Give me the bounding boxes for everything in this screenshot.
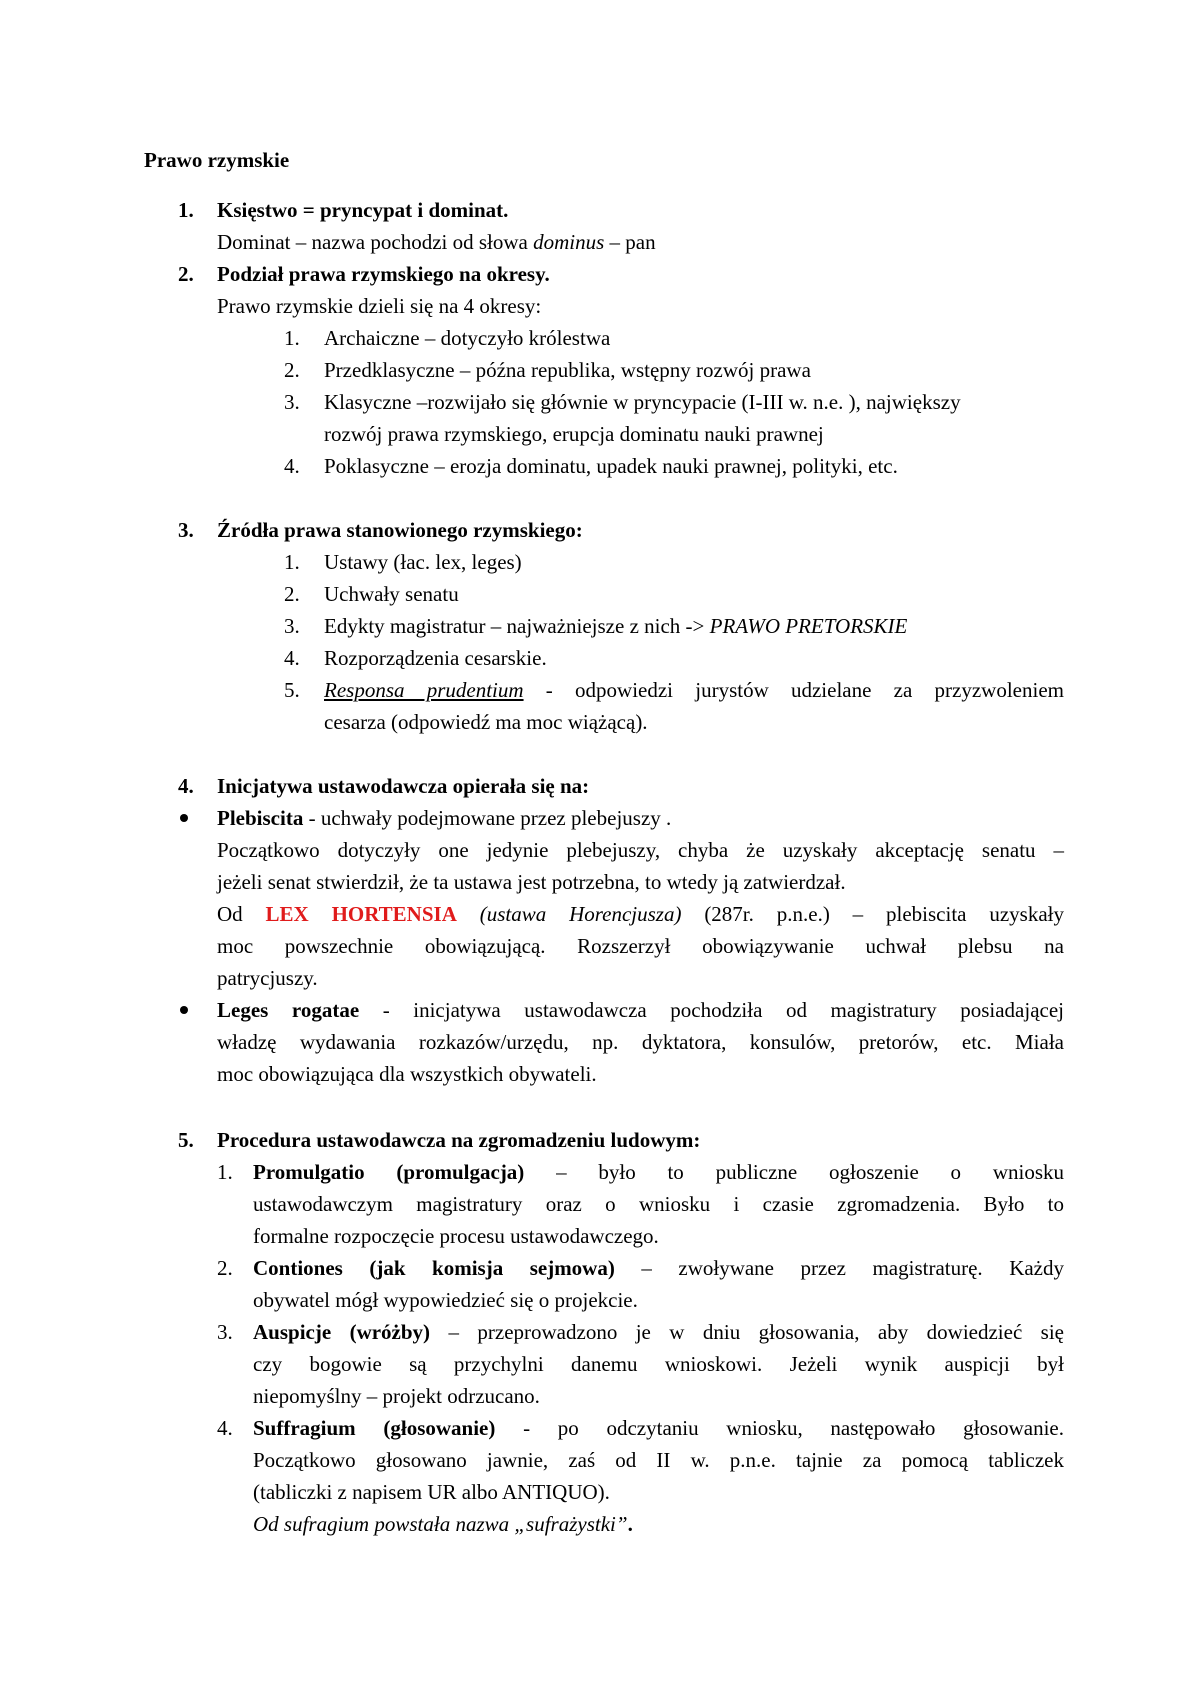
highlighted-law-name: LEX HORTENSIA xyxy=(265,902,457,926)
paragraph: Prawo rzymskie dzieli się na 4 okresy: xyxy=(217,294,542,318)
underlined-term: Responsa prudentium xyxy=(324,678,524,702)
section-heading: Źródła prawa stanowionego rzymskiego: xyxy=(217,518,583,542)
section-number: 1. xyxy=(178,198,194,222)
section-number: 2. xyxy=(178,262,194,286)
list-item: 1. Ustawy (łac. lex, leges) xyxy=(284,550,522,574)
section-number: 5. xyxy=(178,1128,194,1152)
paragraph: Dominat – nazwa pochodzi od słowa dominus – pan xyxy=(217,230,656,254)
bullet-icon xyxy=(180,1006,188,1014)
list-item: 4. Poklasyczne – erozja dominatu, upadek nauki prawnej, polityki, etc. xyxy=(284,454,898,478)
list-item: 1. Promulgatio (promulgacja) – było to publiczne ogłoszenie o wniosku xyxy=(217,1160,1065,1184)
list-item-continuation: rozwój prawa rzymskiego, erupcja dominatu nauki prawnej xyxy=(324,422,824,446)
list-item: 3. Edykty magistratur – najważniejsze z nich -> PRAWO PRETORSKIE xyxy=(284,614,908,638)
list-item: 3. Klasyczne –rozwijało się głównie w pryncypacie (I-III w. n.e. ), największy xyxy=(284,390,961,414)
list-item: 2. Uchwały senatu xyxy=(284,582,459,606)
section-5: 5. Procedura ustawodawcza na zgromadzeniu ludowym: 1. Promulgatio (promulgacja) – było to publiczne ogłoszenie o wniosku ustawodawczym magistratury oraz o wniosku i czasie zgromadzenia. Było to formalne rozpoczęcie procesu ustawodawczego. 2. Contiones (jak komisja sejmowa) – zwoływane przez magistraturę. Każdy obywatel mógł wypowiedzieć się o projekcie. 3. Auspicje (wróżby) – przeprowadzono je w dniu głosowania, aby dowiedzieć się czy bogowie są przychylni danemu wnioskowi. Jeżeli wynik auspicji był niepomyślny – projekt odrzucano. 4. Suffragium (głosowanie) - po odczytaniu wniosku, następowało głosowanie. Początkowo głosowano jawnie, zaś od II w. p.n.e. tajnie za pomocą tabliczek (tabliczki z napisem UR albo ANTIQUO). Od sufragium powstała nazwa „sufrażystki”. xyxy=(144,1124,1064,1540)
bold-term: Plebiscita xyxy=(217,806,304,830)
section-heading: Inicjatywa ustawodawcza opierała się na: xyxy=(217,774,590,798)
document-title: Prawo rzymskie xyxy=(144,148,290,172)
bullet-icon xyxy=(180,814,188,822)
bullet-item: Plebiscita - uchwały podejmowane przez plebejuszy . xyxy=(144,802,1064,834)
bold-term: Auspicje (wróżby) xyxy=(253,1320,431,1344)
list-item-continuation: cesarza (odpowiedź ma moc wiążącą). xyxy=(324,710,648,734)
list-item: 4. Suffragium (głosowanie) - po odczytaniu wniosku, następowało głosowanie. xyxy=(217,1416,1064,1440)
list-item: 5. Responsa prudentium - odpowiedzi jurystów udzielane za przyzwoleniem xyxy=(284,678,1064,702)
list-item: 3. Auspicje (wróżby) – przeprowadzono je w dniu głosowania, aby dowiedzieć się xyxy=(217,1320,1065,1344)
bold-term: Suffragium (głosowanie) xyxy=(253,1416,496,1440)
bullet-item: Leges rogatae - inicjatywa ustawodawcza pochodziła od magistratury posiadającej xyxy=(144,994,1064,1026)
bold-term: Promulgatio (promulgacja) xyxy=(253,1160,525,1184)
list-item: 1. Archaiczne – dotyczyło królestwa xyxy=(284,326,611,350)
section-4: 4. Inicjatywa ustawodawcza opierała się na: Plebiscita - uchwały podejmowane przez plebejuszy . Początkowo dotyczyły one jedynie plebejuszy, chyba że uzyskały akceptację senatu – jeżeli senat stwierdził, że ta ustawa jest potrzebna, to wtedy ją zatwierdzał. Od LEX HORTENSIA (ustawa Horencjusza) (287r. p.n.e.) – plebiscita uzyskały moc powszechnie obowiązującą. Rozszerzył obowiązywanie uchwał plebsu na patrycjuszy. Leges rogatae - inicjatywa ustawodawcza pochodziła od magistratury posiadającej władzę wydawania rozkazów/urzędu, np. dyktatora, konsulów, pretorów, etc. Miała moc obowiązująca dla wszystkich obywateli. xyxy=(144,770,1064,1090)
bold-term: Contiones (jak komisja sejmowa) xyxy=(253,1256,615,1280)
list-item: 2. Przedklasyczne – późna republika, wstępny rozwój prawa xyxy=(284,358,811,382)
section-number: 3. xyxy=(178,518,194,542)
section-3 xyxy=(144,514,1064,738)
section-heading: Podział prawa rzymskiego na okresy. xyxy=(217,262,550,286)
list-item: 2. Contiones (jak komisja sejmowa) – zwoływane przez magistraturę. Każdy xyxy=(217,1256,1064,1280)
section-2 xyxy=(144,258,1064,482)
section-1 xyxy=(144,194,1064,258)
emphasis: PRAWO PRETORSKIE xyxy=(709,614,908,638)
list-item: 4. Rozporządzenia cesarskie. xyxy=(284,646,547,670)
bold-term: Leges rogatae xyxy=(217,998,360,1022)
section-heading: Księstwo = pryncypat i dominat. xyxy=(217,198,509,222)
emphasis: dominus xyxy=(533,230,605,254)
section-number: 4. xyxy=(178,774,194,798)
section-heading: Procedura ustawodawcza na zgromadzeniu ludowym: xyxy=(217,1128,701,1152)
emphasis: Od sufragium powstała nazwa „sufrażystki” xyxy=(253,1512,628,1536)
